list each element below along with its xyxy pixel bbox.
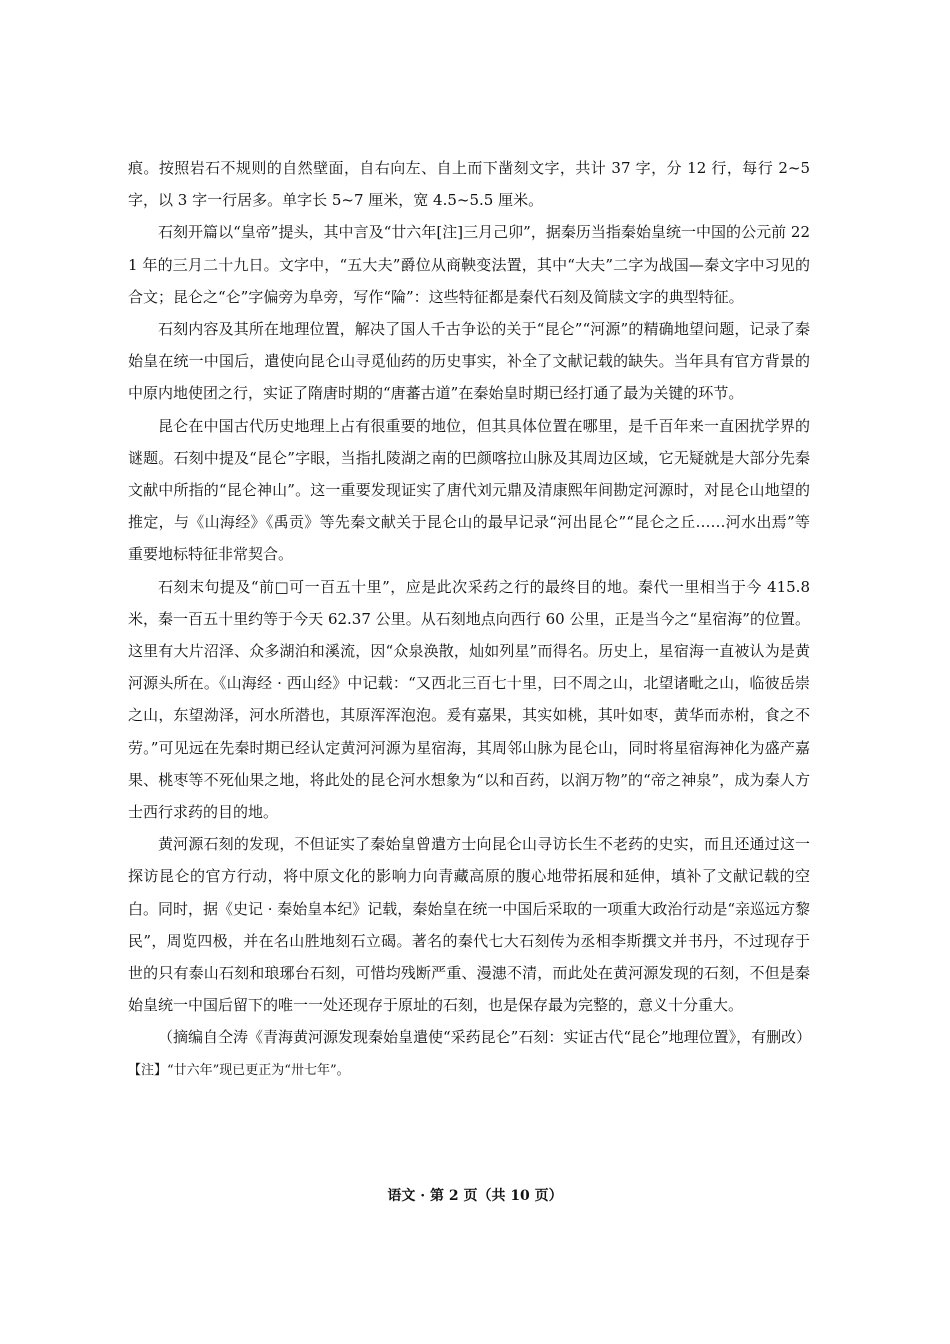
paragraph-6: 黄河源石刻的发现，不但证实了秦始皇曾遣方士向昆仑山寻访长生不老药的史实，而且还通过这一探访昆仑的官方行动，将中原文化的影响力向青藏高原的腹心地带拓展和延伸，填补了文献记载的空白。同时，据《史记 · 秦始皇本纪》记载，秦始皇在统一中国后采取的一项重大政治行动是“亲巡远方黎民”，周览四极，并在名山胜地刻石立碣。著名的秦代七大石刻传为丞相李斯撰文并书丹，不过现存于世的只有泰山石刻和琅琊台石刻，可惜均残断严重、漫漶不清，而此处在黄河源发现的石刻，不但是秦始皇统一中国后留下的唯一一处还现存于原址的石刻，也是保存最为完整的，意义十分重大。 <box>128 835 810 1015</box>
paragraph-5: 石刻末句提及“前□可一百五十里”，应是此次采药之行的最终目的地。秦代一里相当于今 415.8 米，秦一百五十里约等于今天 62.37 公里。从石刻地点向西行 60 公里，正是当今之“星宿海”的位置。这里有大片沼泽、众多湖泊和溪流，因“众泉涣散，灿如列星”而得名。历史上，星宿海一直被认为是黄河源头所在。《山海经 · 西山经》中记载：“又西北三百七十里，曰不周之山，北望诸毗之山，临彼岳崇之山，东望泑泽，河水所潜也，其原浑浑泡泡。爰有嘉果，其实如桃，其叶如枣，黄华而赤柎，食之不劳。”可见远在先秦时期已经认定黄河河源为星宿海，其周邻山脉为昆仑山，同时将星宿海神化为盛产嘉果、桃枣等不死仙果之地，将此处的昆仑河水想象为“以和百药，以润万物”的“帝之神泉”，成为秦人方士西行求药的目的地。 <box>128 577 810 822</box>
source-citation: （摘编自仝涛《青海黄河源发现秦始皇遣使“采药昆仑”石刻：实证古代“昆仑”地理位置》，有删改） <box>158 1028 812 1047</box>
page-footer: 语文 · 第 2 页（共 10 页） <box>387 1188 563 1204</box>
paragraph-4: 昆仑在中国古代历史地理上占有很重要的地位，但其具体位置在哪里，是千百年来一直困扰学界的谜题。石刻中提及“昆仑”字眼，当指扎陵湖之南的巴颜喀拉山脉及其周边区域，它无疑就是大部分先秦文献中所指的“昆仑神山”。这一重要发现证实了唐代刘元鼎及清康熙年间勘定河源时，对昆仑山地望的推定，与《山海经》《禹贡》等先秦文献关于昆仑山的最早记录“河出昆仑”“昆仑之丘……河水出焉”等重要地标特征非常契合。 <box>128 416 810 564</box>
paragraph-3: 石刻内容及其所在地理位置，解决了国人千古争讼的关于“昆仑”“河源”的精确地望问题，记录了秦始皇在统一中国后，遣使向昆仑山寻觅仙药的历史事实，补全了文献记载的缺失。当年具有官方背景的中原内地使团之行，实证了隋唐时期的“唐蕃古道”在秦始皇时期已经打通了最为关键的环节。 <box>128 320 810 403</box>
footnote: 【注】“廿六年”现已更正为“卅七年”。 <box>128 1062 350 1078</box>
paragraph-1: 痕。按照岩石不规则的自然壁面，自右向左、自上而下凿刻文字，共计 37 字，分 12 行，每行 2~5 字，以 3 字一行居多。单字长 5~7 厘米，宽 4.5~5.5 厘米。 <box>128 159 810 210</box>
paragraph-2: 石刻开篇以“皇帝”提头，其中言及“廿六年[注]三月己卯”，据秦历当指秦始皇统一中国的公元前 221 年的三月二十九日。文字中，“五大夫”爵位从商鞅变法置，其中“大夫”二字为战国—秦文字中习见的合文；昆仑之“仑”字偏旁为阜旁，写作“陯”：这些特征都是秦代石刻及简牍文字的典型特征。 <box>128 223 810 306</box>
article-body <box>128 152 810 1084</box>
